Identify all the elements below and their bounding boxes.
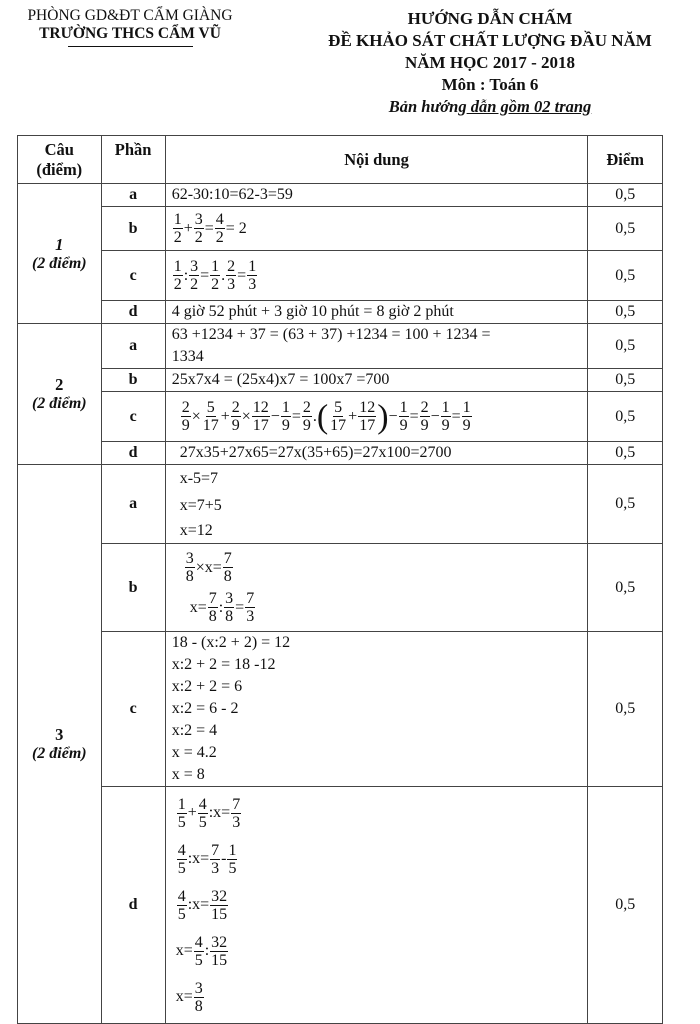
part-label: d (101, 301, 165, 324)
content-line: x = 4.2 (171, 744, 217, 761)
formula-line: x= $\frac{7}{8}$ : $\frac{3}{8}$ = $\frac{7}{3}$ (189, 590, 255, 626)
part-content (165, 632, 588, 787)
table-row (18, 184, 663, 207)
part-content (165, 369, 588, 392)
content-line: x-5=7 (179, 470, 219, 487)
content-line: 62-30:10=62-3=59 (171, 186, 293, 203)
part-label: b (101, 207, 165, 251)
page-note-underlined: dẫn gồm 02 trang (466, 97, 592, 116)
table-row (18, 251, 663, 301)
question-number: 1 (55, 234, 64, 254)
part-content (165, 787, 588, 1024)
content-line: 63 +1234 + 37 = (63 + 37) +1234 = 100 + 1234 = (171, 326, 491, 343)
content-line: x=7+5 (179, 497, 222, 514)
grading-table (17, 135, 663, 1024)
part-content (165, 324, 588, 369)
content-line: x:2 + 2 = 18 -12 (171, 656, 276, 673)
content-line: 25x7x4 = (25x4)x7 = 100x7 =700 (171, 371, 390, 388)
part-score: 0,5 (588, 369, 663, 392)
page-count-note (300, 96, 680, 118)
part-content (165, 207, 588, 251)
part-label: a (101, 465, 165, 544)
table-row (18, 544, 663, 632)
part-content (165, 544, 588, 632)
part-label: a (101, 184, 165, 207)
content-line: x = 8 (171, 766, 205, 783)
part-label: b (101, 544, 165, 632)
content-line: 27x35+27x65=27x(35+65)=27x100=2700 (179, 444, 452, 461)
header-phan: Phần (101, 136, 165, 184)
part-label: d (101, 787, 165, 1024)
header-diem: Điểm (588, 136, 663, 184)
department-name: PHÒNG GD&ĐT CẨM GIÀNG (27, 7, 233, 24)
part-content (165, 184, 588, 207)
table-row (18, 369, 663, 392)
part-content (165, 465, 588, 544)
part-score: 0,5 (588, 301, 663, 324)
content-line: x=12 (179, 522, 213, 539)
part-score: 0,5 (588, 184, 663, 207)
part-content (165, 392, 588, 442)
content-line: x:2 = 6 - 2 (171, 700, 239, 717)
part-score: 0,5 (588, 787, 663, 1024)
formula-line: $\frac{4}{5}$ :x= $\frac{7}{3}$ - $\frac{1}{5}$ (177, 841, 237, 877)
part-label: b (101, 369, 165, 392)
formula-line: $\frac{1}{5}$ + $\frac{4}{5}$ :x= $\frac{7}{3}$ (177, 795, 241, 831)
doc-title: HƯỚNG DẪN CHẤM (407, 9, 573, 28)
content-line: x:2 = 4 (171, 722, 218, 739)
part-score: 0,5 (588, 544, 663, 632)
table-row (18, 632, 663, 787)
table-row (18, 324, 663, 369)
part-score: 0,5 (588, 207, 663, 251)
question-number: 2 (55, 375, 64, 394)
question-2-cell (18, 324, 102, 465)
table-row (18, 787, 663, 1024)
formula-line: $\frac{2}{9}$ × $\frac{5}{17}$ + $\frac{2}{9}$ × $\frac{12}{17}$ − $\frac{1}{9}$ = $\frac{2}{9}$ .( $\frac{5}{17}$ + $\frac{12}{17}$ )− $\frac{1}{9}$ = $\frac{2}{9}$ − $\frac{1}{9}$ = $\frac{1}{9}$ (181, 397, 471, 435)
part-score: 0,5 (588, 251, 663, 301)
part-label: c (101, 632, 165, 787)
part-score: 0,5 (588, 442, 663, 465)
part-score: 0,5 (588, 465, 663, 544)
question-points: (2 điểm) (31, 745, 87, 762)
question-3-cell (18, 465, 102, 1024)
table-row (18, 442, 663, 465)
question-number: 3 (55, 725, 64, 744)
header-left (10, 6, 250, 47)
question-1-cell (18, 184, 102, 324)
formula-line: x= $\frac{3}{8}$ (175, 979, 203, 1015)
subject: Môn : Toán 6 (441, 75, 539, 94)
question-points: (2 điểm) (31, 395, 87, 412)
part-content (165, 442, 588, 465)
content-line: 18 - (x:2 + 2) = 12 (171, 634, 291, 651)
part-label: c (101, 392, 165, 442)
formula-line: $\frac{1}{2}$ : $\frac{3}{2}$ = $\frac{1}{2}$ . $\frac{2}{3}$ = $\frac{1}{3}$ (173, 258, 257, 294)
formula-line: $\frac{4}{5}$ :x= $\frac{32}{15}$ (177, 887, 228, 923)
formula-line: $\frac{3}{8}$ ×x= $\frac{7}{8}$ (185, 550, 232, 586)
part-content (165, 301, 588, 324)
header-cau (18, 136, 102, 184)
part-label: c (101, 251, 165, 301)
header-noi-dung: Nội dung (165, 136, 588, 184)
formula-line: x= $\frac{4}{5}$ : $\frac{32}{15}$ (175, 933, 228, 969)
part-label: a (101, 324, 165, 369)
table-row (18, 392, 663, 442)
table-row (18, 301, 663, 324)
part-label: d (101, 442, 165, 465)
table-row (18, 207, 663, 251)
question-points: (2 điểm) (31, 254, 87, 272)
page-note-prefix: Bản hướng (388, 97, 467, 116)
content-line: 4 giờ 52 phút + 3 giờ 10 phút = 8 giờ 2 phút (171, 303, 454, 320)
part-score: 0,5 (588, 632, 663, 787)
exam-title: ĐỀ KHẢO SÁT CHẤT LƯỢNG ĐẦU NĂM (328, 31, 652, 50)
content-line: x:2 + 2 = 6 (171, 678, 243, 695)
formula-line: $\frac{1}{2}$ + $\frac{3}{2}$ = $\frac{4}{2}$ = 2 (173, 211, 247, 247)
school-name: TRƯỜNG THCS CẨM VŨ (39, 25, 221, 42)
header-divider (68, 46, 193, 47)
part-content (165, 251, 588, 301)
part-score: 0,5 (588, 324, 663, 369)
header-cau-line2: (điểm) (36, 159, 83, 179)
header-cau-line1: Câu (44, 139, 74, 159)
header-right (300, 8, 680, 118)
part-score: 0,5 (588, 392, 663, 442)
content-line: 1334 (171, 348, 204, 365)
table-row (18, 465, 663, 544)
school-year: NĂM HỌC 2017 - 2018 (405, 53, 575, 72)
table-header-row (18, 136, 663, 184)
